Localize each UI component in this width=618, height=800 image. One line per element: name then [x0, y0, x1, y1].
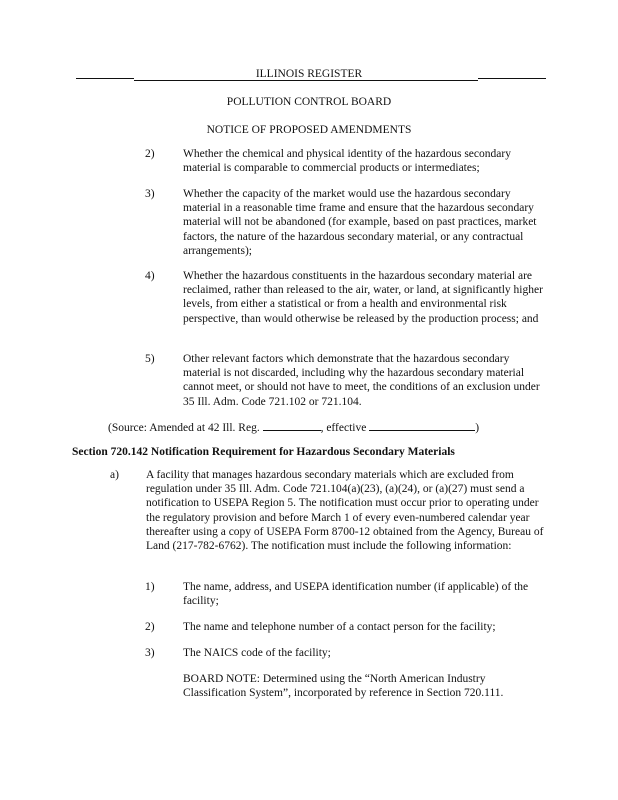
register-title: ILLINOIS REGISTER — [255, 68, 363, 80]
section-heading: Section 720.142 Notification Requirement for Hazardous Secondary Materials — [72, 446, 455, 458]
item-text: Whether the hazardous constituents in the hazardous secondary material are reclaimed, rather than released to the air, water, or land, at significantly higher levels, from either a statistical or from a health and environmental risk perspective, than would otherwise be released by the production process; and — [183, 270, 543, 325]
source-note — [108, 420, 548, 435]
subitem-number: 3) — [145, 647, 155, 659]
source-prefix: (Source: Amended at 42 Ill. Reg. — [108, 422, 260, 434]
item-text: Other relevant factors which demonstrate that the hazardous secondary material is not discarded, including why the hazardous secondary material cannot meet, or should not have to meet, the conditions of an exclusion under 35 Ill. Adm. Code 721.102 or 721.104. — [183, 353, 540, 408]
subitem-text: The name, address, and USEPA identification number (if applicable) of the facility; — [183, 581, 529, 608]
item-number: 2) — [145, 148, 155, 160]
subitem-text: The name and telephone number of a contact person for the facility; — [183, 621, 496, 633]
source-date-blank — [369, 420, 475, 431]
board-title: POLLUTION CONTROL BOARD — [226, 96, 392, 108]
item-text: Whether the chemical and physical identity of the hazardous secondary material is comparable to commercial products or intermediates; — [183, 148, 511, 175]
subsection-text: A facility that manages hazardous secondary materials which are excluded from regulation under 35 Ill. Adm. Code 721.104(a)(23), (a)(24), or (a)(27) must send a notification to USEPA Region 5. The notification must occur prior to operating under the regulatory provision and before March 1 of every even-numbered calendar year thereafter using a copy of USEPA Form 8700-12 obtained from the Agency, Bureau of Land (217-782-6762). The notification must include the following information: — [146, 469, 544, 553]
source-suffix: ) — [475, 422, 480, 434]
item-number: 4) — [145, 270, 155, 282]
board-note: BOARD NOTE: Determined using the “North American Industry Classification System”, incorporated by reference in Section 720.111. — [183, 673, 504, 700]
subitem-text: The NAICS code of the facility; — [183, 647, 331, 659]
item-text: Whether the capacity of the market would use the hazardous secondary material in a reasonable time frame and ensure that the hazardous secondary material will not be abandoned (for example, based on past practices, market factors, the nature of the hazardous secondary material, or any contractual arrangements); — [183, 188, 537, 257]
item-number: 5) — [145, 353, 155, 365]
source-reg-blank — [263, 420, 321, 431]
subitem-number: 1) — [145, 581, 155, 593]
item-number: 3) — [145, 188, 155, 200]
subsection-number: a) — [110, 469, 119, 481]
source-effective: , effective — [320, 422, 367, 434]
subitem-number: 2) — [145, 621, 155, 633]
notice-title: NOTICE OF PROPOSED AMENDMENTS — [206, 124, 412, 136]
